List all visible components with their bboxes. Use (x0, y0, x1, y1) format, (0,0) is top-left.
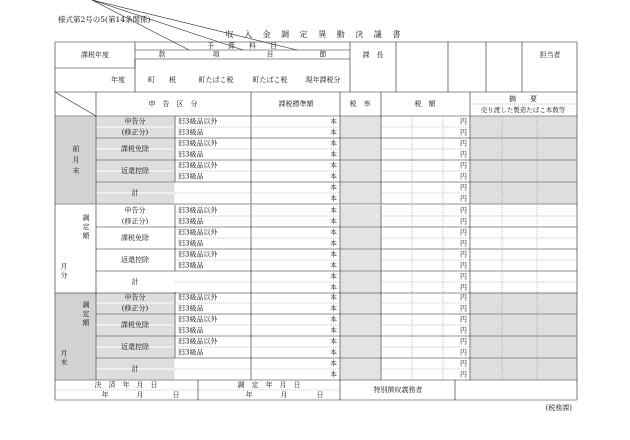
unit-en: 円 (460, 261, 467, 270)
unit-hon: 本 (330, 337, 337, 346)
unit-en: 円 (460, 348, 467, 357)
date-unit: 日 (316, 391, 324, 399)
section-label: 分 (60, 271, 68, 280)
remarks-cell-shade (471, 194, 577, 204)
unit-en: 円 (460, 228, 467, 237)
unit-en: 円 (460, 161, 467, 170)
unit-hon: 本 (330, 315, 337, 324)
remarks-sub-header: 売り渡した製造たばこ本数等 (480, 106, 566, 114)
section-sublabel: 調 (82, 214, 90, 222)
row-product-class: 旧3級品以外 (178, 161, 218, 170)
rate-cell-shade (341, 128, 381, 138)
kind-kei: 計 (131, 365, 139, 373)
unit-en: 円 (460, 359, 467, 368)
remarks-cell-shade (471, 172, 577, 182)
document-title: 収 入 金 調 定 異 動 決 議 書 (225, 30, 405, 39)
remarks-cell-shade (471, 293, 577, 303)
row-product-class: 旧3級品以外 (178, 228, 218, 237)
rate-cell-shade (341, 359, 381, 369)
kan-value: 町 税 (148, 76, 176, 84)
row-product-class: 旧3級品以外 (178, 206, 218, 215)
rate-cell-shade (341, 172, 381, 182)
unit-hon: 本 (330, 370, 337, 379)
remarks-cell-shade (471, 161, 577, 171)
unit-en: 円 (460, 337, 467, 346)
section-sublabel: 定 (82, 223, 90, 231)
rate-cell-shade (341, 228, 381, 238)
row-product-class: 旧3級品以外 (178, 337, 218, 346)
rate-cell-shade (341, 304, 381, 314)
tax-year-label: 課税年度 (81, 51, 109, 59)
tax-base-header: 課税標準額 (278, 100, 314, 108)
kind-shinkoku: 申告分 (124, 293, 146, 302)
unit-hon: 本 (330, 161, 337, 170)
remarks-header: 摘 要 (509, 95, 537, 103)
rate-cell-shade (341, 261, 381, 271)
section-sublabel: 定 (82, 310, 90, 318)
unit-hon: 本 (330, 261, 337, 270)
unit-en: 円 (460, 139, 467, 148)
date-unit: 月 (136, 391, 144, 399)
section-label: 末 (60, 358, 68, 367)
kind-menjo: 課税免除 (121, 145, 149, 153)
kind-menjo: 課税免除 (121, 234, 149, 242)
kind-shusei: (修正分) (121, 217, 149, 226)
rate-cell-shade (341, 150, 381, 160)
unit-en: 円 (460, 206, 467, 215)
section-label: 前 (72, 145, 80, 153)
unit-hon: 本 (330, 293, 337, 302)
unit-hon: 本 (330, 217, 337, 226)
unit-hon: 本 (330, 206, 337, 215)
rate-cell-shade (341, 272, 381, 282)
kou-label: 項 (212, 50, 220, 59)
unit-en: 円 (460, 183, 467, 192)
chotei-label: 調 定 年 月 日 (237, 381, 301, 389)
budget-subject-label: 予 算 科 目 (207, 42, 277, 50)
unit-hon: 本 (330, 117, 337, 126)
date-unit: 日 (172, 391, 180, 399)
kind-menjo: 課税免除 (121, 321, 149, 329)
kou-value: 町たばこ税 (198, 76, 234, 84)
unit-hon: 本 (330, 250, 337, 259)
kessai-label: 決 済 年 月 日 (94, 381, 158, 389)
row-product-class: 旧3級品 (178, 348, 204, 357)
row-product-class: 旧3級品 (178, 304, 204, 313)
section-label: 月 (72, 156, 80, 164)
setsu-value: 現年課税分 (305, 76, 341, 84)
unit-hon: 本 (330, 359, 337, 368)
unit-hon: 本 (330, 150, 337, 159)
row-product-class: 旧3級品以外 (178, 139, 218, 148)
unit-hon: 本 (330, 128, 337, 137)
unit-hon: 本 (330, 183, 337, 192)
unit-hon: 本 (330, 172, 337, 181)
row-product-class: 旧3級品 (178, 326, 204, 335)
row-product-class: 旧3級品 (178, 150, 204, 159)
unit-hon: 本 (330, 326, 337, 335)
tokubetsu-label: 特別徴収義務者 (373, 386, 423, 394)
remarks-cell-shade (471, 117, 577, 127)
unit-en: 円 (460, 304, 467, 313)
remarks-cell-shade (471, 128, 577, 138)
row-product-class: 旧3級品 (178, 128, 204, 137)
remarks-cell-shade (471, 359, 577, 369)
category-header: 申 告 区 分 (148, 100, 198, 108)
unit-hon: 本 (330, 228, 337, 237)
row-product-class: 旧3級品以外 (178, 315, 218, 324)
section-sublabel: 調 (82, 301, 90, 309)
row-product-class: 旧3級品 (178, 172, 204, 181)
unit-en: 円 (460, 272, 467, 281)
unit-en: 円 (460, 293, 467, 302)
kind-kei: 計 (131, 189, 139, 197)
kind-shusei: (修正分) (121, 304, 149, 313)
unit-hon: 本 (330, 348, 337, 357)
date-unit: 年 (245, 391, 253, 399)
rate-cell-shade (341, 206, 381, 216)
rate-cell-shade (341, 217, 381, 227)
remarks-cell-shade (471, 348, 577, 358)
moku-label: 目 (266, 50, 274, 59)
kind-kei: 計 (131, 278, 139, 286)
moku-value: 町たばこ税 (252, 76, 288, 84)
unit-en: 円 (460, 117, 467, 126)
unit-en: 円 (460, 194, 467, 203)
rate-cell-shade (341, 337, 381, 347)
date-unit: 年 (101, 391, 109, 399)
unit-hon: 本 (330, 283, 337, 292)
section-sublabel: 額 (82, 319, 90, 327)
rate-cell-shade (341, 293, 381, 303)
unit-en: 円 (460, 217, 467, 226)
remarks-cell-shade (471, 315, 577, 325)
rate-cell-shade (341, 315, 381, 325)
tax-amount-header: 税 額 (414, 100, 436, 108)
row-product-class: 旧3級品 (178, 239, 204, 248)
remarks-cell-shade (471, 337, 577, 347)
kind-henrei: 返還控除 (121, 167, 149, 175)
kind-shinkoku: 申告分 (124, 117, 146, 126)
unit-en: 円 (460, 370, 467, 379)
kind-shinkoku: 申告分 (124, 206, 146, 215)
footer-note: (税務課) (545, 404, 572, 412)
rate-cell-shade (341, 183, 381, 193)
tax-rate-header: 税 率 (349, 100, 371, 108)
rate-cell-shade (341, 348, 381, 358)
form-number: 様式第2号の5(第14条関係) (58, 15, 151, 24)
section-sublabel: 額 (82, 232, 90, 240)
rate-cell-shade (341, 239, 381, 249)
unit-hon: 本 (330, 272, 337, 281)
date-unit: 月 (280, 391, 288, 399)
section-label: 月 (60, 262, 68, 271)
remarks-cell-shade (471, 326, 577, 336)
rate-cell-shade (341, 326, 381, 336)
unit-en: 円 (460, 150, 467, 159)
rate-cell-shade (341, 194, 381, 204)
unit-en: 円 (460, 239, 467, 248)
rate-cell-shade (341, 139, 381, 149)
unit-en: 円 (460, 250, 467, 259)
unit-hon: 本 (330, 239, 337, 248)
unit-en: 円 (460, 128, 467, 137)
section-label: 末 (72, 167, 80, 175)
kacho-label: 課 長 (362, 51, 384, 59)
unit-en: 円 (460, 326, 467, 335)
unit-en: 円 (460, 283, 467, 292)
unit-en: 円 (460, 172, 467, 181)
rate-cell-shade (341, 283, 381, 293)
row-product-class: 旧3級品以外 (178, 117, 218, 126)
row-product-class: 旧3級品 (178, 217, 204, 226)
kind-henrei: 返還控除 (121, 343, 149, 351)
unit-en: 円 (460, 315, 467, 324)
tantosha-label: 担当者 (539, 51, 561, 59)
row-product-class: 旧3級品以外 (178, 250, 218, 259)
unit-hon: 本 (330, 139, 337, 148)
unit-hon: 本 (330, 304, 337, 313)
unit-hon: 本 (330, 194, 337, 203)
rate-cell-shade (341, 117, 381, 127)
kind-shusei: (修正分) (121, 128, 149, 137)
setsu-label: 節 (319, 50, 327, 59)
remarks-cell-shade (471, 370, 577, 380)
remarks-cell-shade (471, 139, 577, 149)
remarks-cell-shade (471, 304, 577, 314)
section-label: 月 (60, 349, 68, 358)
remarks-cell-shade (471, 150, 577, 160)
row-product-class: 旧3級品以外 (178, 293, 218, 302)
kan-label: 款 (158, 50, 166, 59)
nendo-label: 年度 (111, 76, 125, 84)
rate-cell-shade (341, 250, 381, 260)
row-product-class: 旧3級品 (178, 261, 204, 270)
remarks-cell-shade (471, 183, 577, 193)
rate-cell-shade (341, 161, 381, 171)
kind-henrei: 返還控除 (121, 256, 149, 264)
rate-cell-shade (341, 370, 381, 380)
